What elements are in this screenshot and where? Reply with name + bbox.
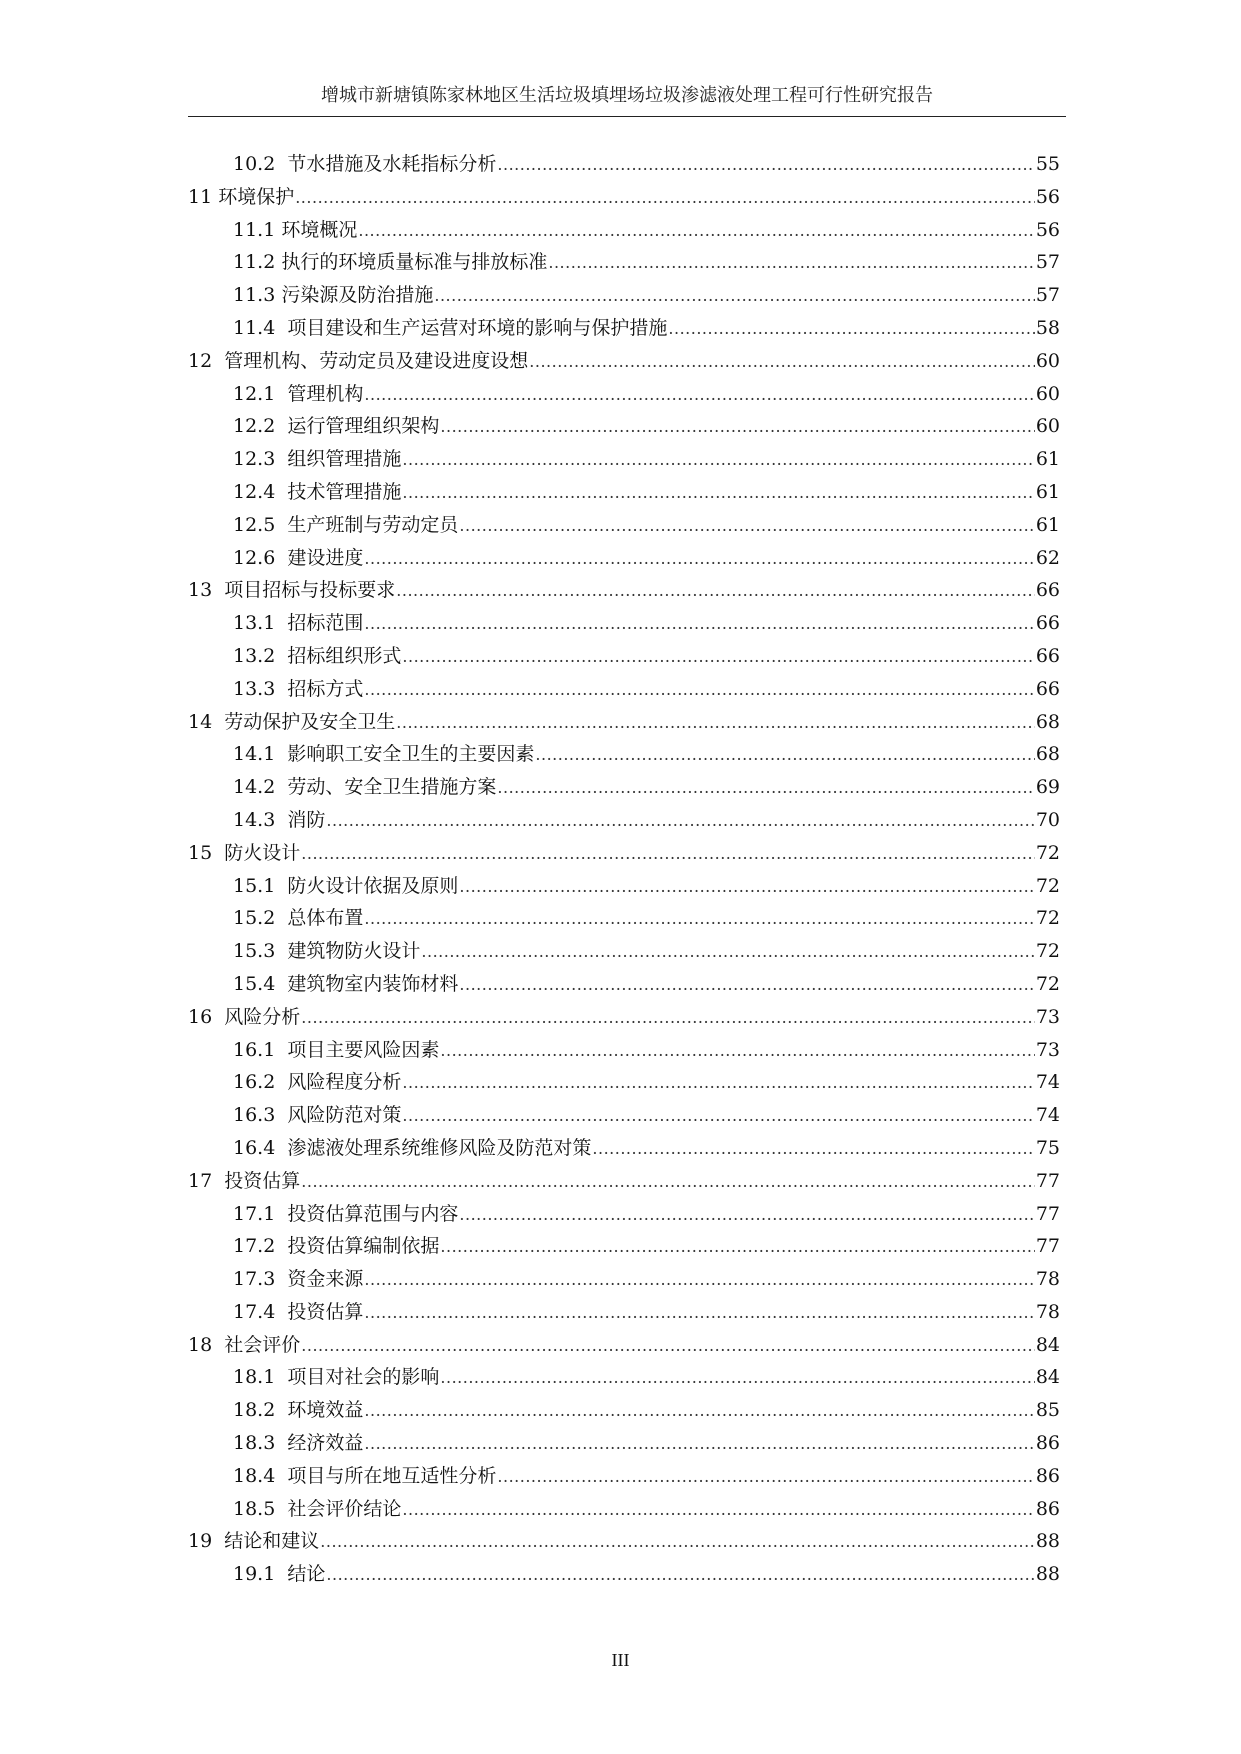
toc-section-entry[interactable] xyxy=(188,1070,1060,1103)
toc-entry-label: 14.1 影响职工安全卫生的主要因素 xyxy=(233,743,535,766)
toc-dot-leader xyxy=(402,1498,1034,1522)
toc-dot-leader xyxy=(459,1203,1034,1227)
table-of-contents xyxy=(188,152,1060,1595)
toc-entry-page: 72 xyxy=(1035,874,1060,897)
toc-entry-page: 86 xyxy=(1035,1464,1060,1487)
toc-chapter-entry[interactable] xyxy=(188,1529,1060,1562)
toc-entry-page: 56 xyxy=(1035,218,1060,241)
toc-entry-page: 72 xyxy=(1035,907,1060,930)
toc-dot-leader xyxy=(364,1432,1034,1456)
toc-entry-page: 61 xyxy=(1035,448,1060,471)
toc-entry-label: 13 项目招标与投标要求 xyxy=(188,579,396,602)
toc-entry-label: 19 结论和建议 xyxy=(188,1530,320,1553)
toc-section-entry[interactable] xyxy=(188,414,1060,447)
toc-entry-label: 18.4 项目与所在地互适性分析 xyxy=(233,1464,497,1487)
toc-dot-leader xyxy=(364,1399,1034,1423)
toc-entry-label: 15 防火设计 xyxy=(188,841,301,864)
toc-entry-label: 14 劳动保护及安全卫生 xyxy=(188,710,396,733)
toc-entry-label: 12 管理机构、劳动定员及建设进度设想 xyxy=(188,349,529,372)
toc-entry-label: 16.1 项目主要风险因素 xyxy=(233,1038,440,1061)
toc-entry-page: 73 xyxy=(1035,1038,1060,1061)
toc-entry-page: 66 xyxy=(1035,677,1060,700)
toc-section-entry[interactable] xyxy=(188,742,1060,775)
toc-section-entry[interactable] xyxy=(188,874,1060,907)
toc-section-entry[interactable] xyxy=(188,1562,1060,1595)
toc-entry-page: 77 xyxy=(1035,1202,1060,1225)
toc-dot-leader xyxy=(459,514,1034,538)
toc-dot-leader xyxy=(320,1530,1035,1554)
toc-section-entry[interactable] xyxy=(188,1202,1060,1235)
toc-entry-label: 13.2 招标组织形式 xyxy=(233,644,402,667)
toc-dot-leader xyxy=(535,743,1034,767)
toc-section-entry[interactable] xyxy=(188,644,1060,677)
page-number: III xyxy=(611,1650,630,1670)
toc-section-entry[interactable] xyxy=(188,382,1060,415)
toc-entry-label: 18.2 环境效益 xyxy=(233,1399,364,1422)
toc-entry-label: 15.3 建筑物防火设计 xyxy=(233,940,421,963)
toc-entry-page: 86 xyxy=(1035,1497,1060,1520)
toc-entry-label: 16.2 风险程度分析 xyxy=(233,1071,402,1094)
toc-section-entry[interactable] xyxy=(188,316,1060,349)
toc-entry-label: 11 环境保护 xyxy=(188,185,295,208)
toc-entry-page: 62 xyxy=(1035,546,1060,569)
toc-entry-label: 12.2 运行管理组织架构 xyxy=(233,415,440,438)
toc-entry-label: 12.1 管理机构 xyxy=(233,382,364,405)
header-rule xyxy=(188,116,1066,117)
toc-section-entry[interactable] xyxy=(188,152,1060,185)
toc-entry-label: 17.2 投资估算编制依据 xyxy=(233,1235,440,1258)
toc-chapter-entry[interactable] xyxy=(188,1169,1060,1202)
toc-entry-label: 11.2 执行的环境质量标准与排放标准 xyxy=(233,251,548,274)
toc-entry-page: 55 xyxy=(1035,153,1060,175)
toc-dot-leader xyxy=(402,448,1034,472)
toc-entry-page: 69 xyxy=(1035,776,1060,799)
toc-entry-label: 17.4 投资估算 xyxy=(233,1300,364,1323)
toc-dot-leader xyxy=(529,350,1035,374)
toc-entry-label: 11.4 项目建设和生产运营对环境的影响与保护措施 xyxy=(233,316,668,339)
toc-entry-page: 77 xyxy=(1035,1169,1060,1192)
toc-dot-leader xyxy=(440,1039,1034,1063)
toc-dot-leader xyxy=(326,809,1034,833)
toc-entry-page: 75 xyxy=(1035,1136,1060,1159)
toc-section-entry[interactable] xyxy=(188,775,1060,808)
toc-entry-page: 68 xyxy=(1035,743,1060,766)
running-header: 增城市新塘镇陈家林地区生活垃圾填埋场垃圾渗滤液处理工程可行性研究报告 xyxy=(321,85,933,106)
toc-dot-leader xyxy=(440,415,1034,439)
toc-entry-page: 66 xyxy=(1035,644,1060,667)
toc-chapter-entry[interactable] xyxy=(188,349,1060,382)
toc-chapter-entry[interactable] xyxy=(188,1333,1060,1366)
toc-chapter-entry[interactable] xyxy=(188,578,1060,611)
toc-entry-page: 74 xyxy=(1035,1104,1060,1127)
toc-section-entry[interactable] xyxy=(188,906,1060,939)
toc-chapter-entry[interactable] xyxy=(188,1005,1060,1038)
toc-dot-leader xyxy=(402,481,1034,505)
toc-entry-page: 68 xyxy=(1035,710,1060,733)
toc-dot-leader xyxy=(358,219,1034,243)
toc-section-entry[interactable] xyxy=(188,939,1060,972)
toc-section-entry[interactable] xyxy=(188,218,1060,251)
toc-dot-leader xyxy=(301,1334,1035,1358)
toc-entry-label: 18.5 社会评价结论 xyxy=(233,1497,402,1520)
toc-dot-leader xyxy=(364,907,1034,931)
toc-chapter-entry[interactable] xyxy=(188,710,1060,743)
toc-section-entry[interactable] xyxy=(188,1136,1060,1169)
toc-entry-page: 66 xyxy=(1035,612,1060,635)
toc-dot-leader xyxy=(301,1170,1035,1194)
toc-dot-leader xyxy=(548,251,1034,275)
toc-entry-page: 58 xyxy=(1035,316,1060,339)
toc-entry-page: 74 xyxy=(1035,1071,1060,1094)
toc-entry-label: 13.1 招标范围 xyxy=(233,612,364,635)
toc-entry-page: 88 xyxy=(1035,1563,1060,1586)
toc-section-entry[interactable] xyxy=(188,546,1060,579)
toc-entry-page: 84 xyxy=(1035,1333,1060,1356)
toc-section-entry[interactable] xyxy=(188,1497,1060,1530)
toc-section-entry[interactable] xyxy=(188,250,1060,283)
toc-entry-label: 17.3 资金来源 xyxy=(233,1268,364,1291)
toc-entry-page: 60 xyxy=(1035,349,1060,372)
toc-dot-leader xyxy=(459,973,1034,997)
toc-section-entry[interactable] xyxy=(188,677,1060,710)
toc-entry-label: 15.2 总体布置 xyxy=(233,907,364,930)
toc-entry-label: 18 社会评价 xyxy=(188,1333,301,1356)
toc-entry-page: 78 xyxy=(1035,1300,1060,1323)
toc-section-entry[interactable] xyxy=(188,513,1060,546)
toc-dot-leader xyxy=(459,875,1034,899)
toc-section-entry[interactable] xyxy=(188,972,1060,1005)
toc-entry-label: 14.3 消防 xyxy=(233,808,326,831)
toc-section-entry[interactable] xyxy=(188,1464,1060,1497)
toc-chapter-entry[interactable] xyxy=(188,185,1060,218)
toc-entry-page: 72 xyxy=(1035,940,1060,963)
toc-dot-leader xyxy=(668,317,1034,341)
toc-section-entry[interactable] xyxy=(188,1103,1060,1136)
toc-entry-label: 14.2 劳动、安全卫生措施方案 xyxy=(233,776,497,799)
toc-entry-page: 77 xyxy=(1035,1235,1060,1258)
toc-entry-label: 15.4 建筑物室内装饰材料 xyxy=(233,972,459,995)
toc-dot-leader xyxy=(326,1563,1034,1587)
toc-dot-leader xyxy=(497,153,1034,177)
toc-entry-label: 17.1 投资估算范围与内容 xyxy=(233,1202,459,1225)
toc-section-entry[interactable] xyxy=(188,611,1060,644)
toc-dot-leader xyxy=(364,678,1034,702)
toc-entry-page: 72 xyxy=(1035,972,1060,995)
toc-dot-leader xyxy=(301,1006,1035,1030)
toc-entry-label: 18.3 经济效益 xyxy=(233,1432,364,1455)
toc-dot-leader xyxy=(434,284,1034,308)
toc-entry-label: 12.6 建设进度 xyxy=(233,546,364,569)
toc-entry-page: 61 xyxy=(1035,480,1060,503)
toc-dot-leader xyxy=(364,1301,1034,1325)
toc-entry-page: 88 xyxy=(1035,1530,1060,1553)
toc-dot-leader xyxy=(364,383,1034,407)
toc-entry-page: 72 xyxy=(1035,841,1060,864)
toc-entry-label: 13.3 招标方式 xyxy=(233,677,364,700)
toc-entry-label: 12.5 生产班制与劳动定员 xyxy=(233,513,459,536)
toc-entry-page: 60 xyxy=(1035,382,1060,405)
toc-dot-leader xyxy=(440,1235,1034,1259)
toc-entry-page: 57 xyxy=(1035,284,1060,307)
toc-entry-label: 16.4 渗滤液处理系统维修风险及防范对策 xyxy=(233,1136,592,1159)
toc-section-entry[interactable] xyxy=(188,808,1060,841)
toc-dot-leader xyxy=(402,1104,1034,1128)
toc-chapter-entry[interactable] xyxy=(188,841,1060,874)
toc-section-entry[interactable] xyxy=(188,1431,1060,1464)
toc-section-entry[interactable] xyxy=(188,447,1060,480)
toc-entry-label: 11.3 污染源及防治措施 xyxy=(233,284,434,307)
toc-dot-leader xyxy=(592,1137,1034,1161)
toc-entry-page: 66 xyxy=(1035,579,1060,602)
toc-entry-label: 15.1 防火设计依据及原则 xyxy=(233,874,459,897)
toc-dot-leader xyxy=(364,1268,1034,1292)
toc-entry-label: 16.3 风险防范对策 xyxy=(233,1104,402,1127)
toc-section-entry[interactable] xyxy=(188,480,1060,513)
toc-section-entry[interactable] xyxy=(188,1038,1060,1071)
toc-dot-leader xyxy=(497,776,1034,800)
toc-dot-leader xyxy=(364,612,1034,636)
toc-dot-leader xyxy=(440,1366,1034,1390)
toc-entry-label: 17 投资估算 xyxy=(188,1169,301,1192)
toc-dot-leader xyxy=(402,645,1034,669)
toc-entry-label: 18.1 项目对社会的影响 xyxy=(233,1366,440,1389)
toc-dot-leader xyxy=(301,842,1035,866)
toc-section-entry[interactable] xyxy=(188,1398,1060,1431)
toc-dot-leader xyxy=(497,1465,1034,1489)
toc-dot-leader xyxy=(295,186,1035,210)
toc-entry-page: 60 xyxy=(1035,415,1060,438)
toc-section-entry[interactable] xyxy=(188,1267,1060,1300)
toc-dot-leader xyxy=(396,711,1035,735)
toc-entry-page: 78 xyxy=(1035,1268,1060,1291)
toc-entry-label: 12.4 技术管理措施 xyxy=(233,480,402,503)
toc-entry-page: 84 xyxy=(1035,1366,1060,1389)
toc-entry-page: 86 xyxy=(1035,1432,1060,1455)
toc-section-entry[interactable] xyxy=(188,283,1060,316)
toc-entry-page: 73 xyxy=(1035,1005,1060,1028)
toc-entry-label: 12.3 组织管理措施 xyxy=(233,448,402,471)
toc-section-entry[interactable] xyxy=(188,1365,1060,1398)
toc-entry-label: 11.1 环境概况 xyxy=(233,218,358,241)
toc-entry-page: 61 xyxy=(1035,513,1060,536)
toc-entry-page: 56 xyxy=(1035,185,1060,208)
toc-entry-label: 16 风险分析 xyxy=(188,1005,301,1028)
toc-dot-leader xyxy=(364,547,1034,571)
toc-dot-leader xyxy=(421,940,1034,964)
toc-entry-page: 70 xyxy=(1035,808,1060,831)
toc-entry-label: 19.1 结论 xyxy=(233,1563,326,1586)
toc-dot-leader xyxy=(396,579,1035,603)
toc-entry-page: 85 xyxy=(1035,1399,1060,1422)
toc-entry-page: 57 xyxy=(1035,251,1060,274)
toc-section-entry[interactable] xyxy=(188,1234,1060,1267)
toc-dot-leader xyxy=(402,1071,1034,1095)
toc-section-entry[interactable] xyxy=(188,1300,1060,1333)
toc-entry-label: 10.2 节水措施及水耗指标分析 xyxy=(233,153,497,175)
